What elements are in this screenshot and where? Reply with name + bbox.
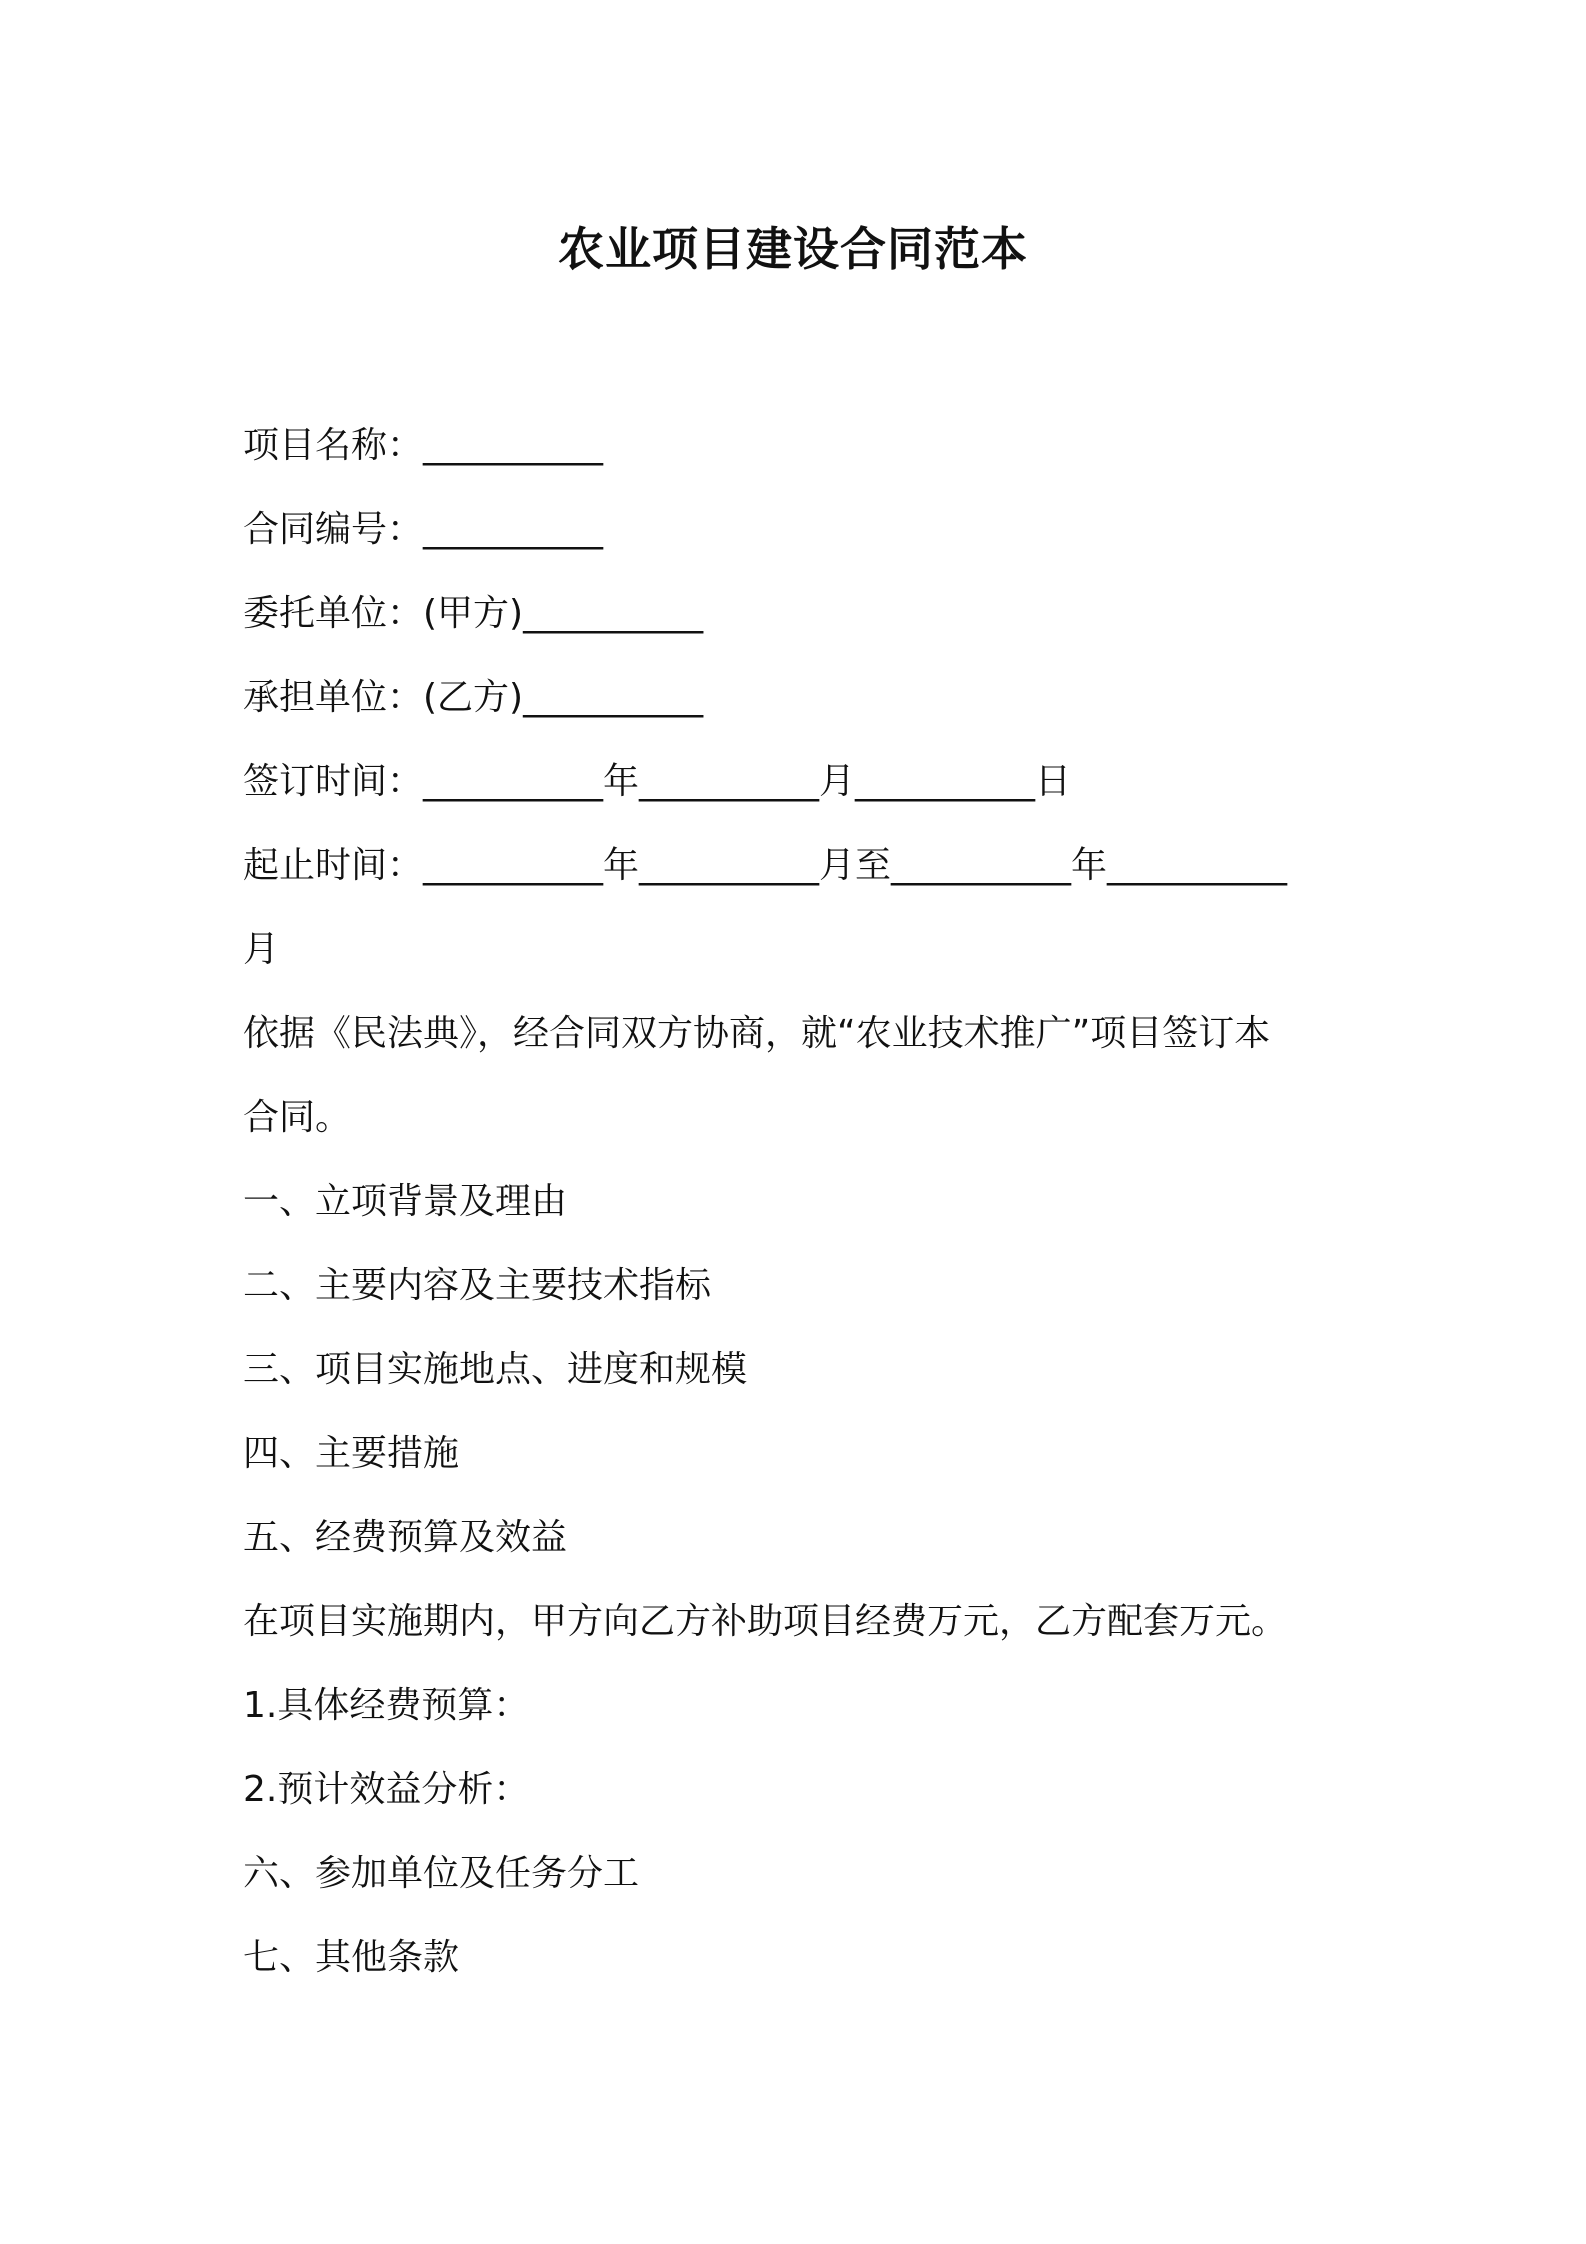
section-heading-6: 六、参加单位及任务分工 bbox=[243, 1853, 640, 1894]
section-5-paragraph: 在项目实施期内，甲方向乙方补助项目经费万元，乙方配套万元。 bbox=[243, 1601, 1288, 1642]
section-heading-4: 四、主要措施 bbox=[243, 1433, 460, 1474]
document-body bbox=[243, 404, 1363, 2000]
field-project-name: 项目名称：__________ bbox=[243, 425, 604, 466]
section-heading-5: 五、经费预算及效益 bbox=[243, 1517, 568, 1558]
section-heading-2: 二、主要内容及主要技术指标 bbox=[243, 1265, 712, 1306]
field-contractor-party-b: 承担单位：(乙方)__________ bbox=[243, 677, 704, 718]
field-period-continued: 月 bbox=[243, 929, 280, 970]
field-contract-number: 合同编号：__________ bbox=[243, 509, 604, 550]
field-client-party-a: 委托单位：(甲方)__________ bbox=[243, 593, 704, 634]
section-heading-3: 三、项目实施地点、进度和规模 bbox=[243, 1349, 748, 1390]
intro-paragraph-line2: 合同。 bbox=[243, 1097, 352, 1138]
section-5-item-2: 2.预计效益分析： bbox=[243, 1769, 530, 1810]
field-sign-date: 签订时间：__________年__________月__________日 bbox=[243, 761, 1072, 802]
field-period: 起止时间：__________年__________月至__________年__________ bbox=[243, 845, 1288, 886]
section-heading-7: 七、其他条款 bbox=[243, 1937, 460, 1978]
section-5-item-1: 1.具体经费预算： bbox=[243, 1685, 530, 1726]
intro-paragraph-line1: 依据《民法典》，经合同双方协商，就“农业技术推广”项目签订本 bbox=[243, 1013, 1271, 1054]
section-heading-1: 一、立项背景及理由 bbox=[243, 1181, 568, 1222]
document-title: 农业项目建设合同范本 bbox=[558, 222, 1028, 276]
